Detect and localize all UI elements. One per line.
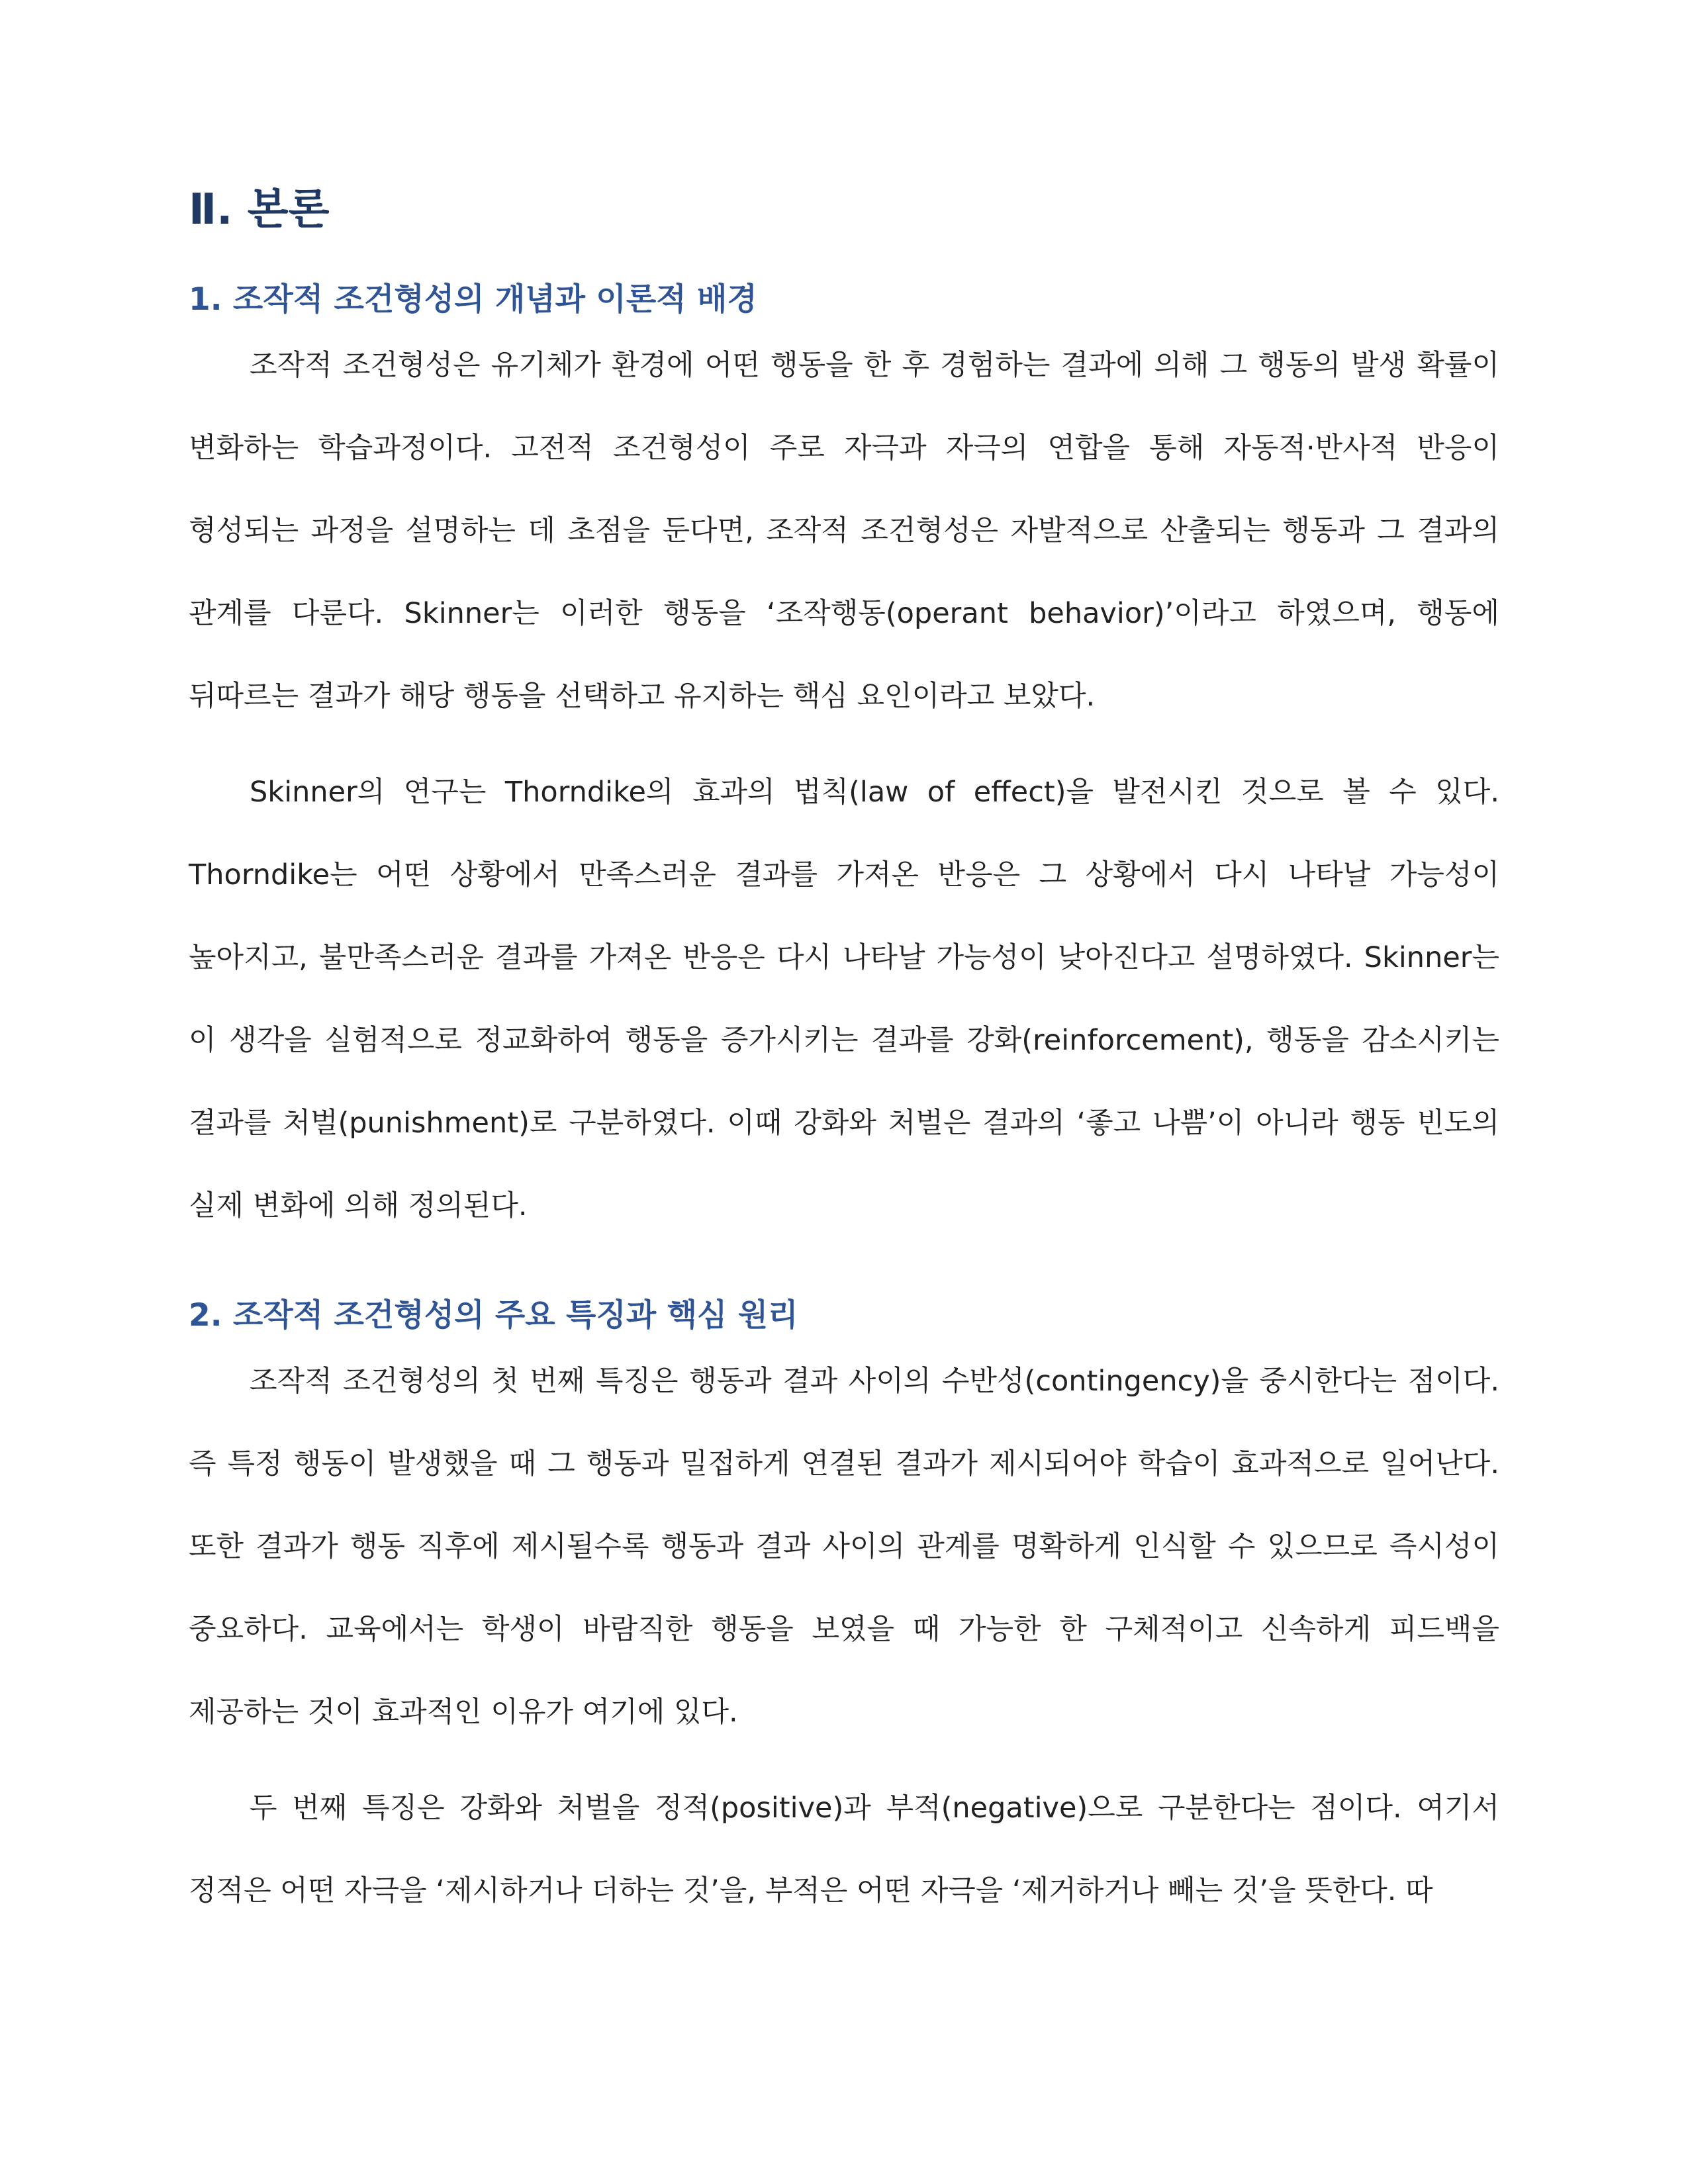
section-1-paragraph-2: Skinner의 연구는 Thorndike의 효과의 법칙(law of effect)을 발전시킨 것으로 볼 수 있다. Thorndike는 어떤 상황에서 만족스러운 결과를 가져온 반응은 그 상황에서 다시 나타날 가능성이 높아지고, 불만족스러운 결과를 가져온 반응은 다시 나타날 가능성이 낮아진다고 설명하였다. Skinner는 이 생각을 실험적으로 정교화하여 행동을 증가시키는 결과를 강화(reinforcement), 행동을 감소시키는 결과를 처벌(punishment)로 구분하였다. 이때 강화와 처벌은 결과의 ‘좋고 나쁨’이 아니라 행동 빈도의 실제 변화에 의해 정의된다. [189, 776, 1499, 1222]
page-content [189, 159, 1499, 1933]
section-1-paragraph-1: 조작적 조건형성은 유기체가 환경에 어떤 행동을 한 후 경험하는 결과에 의해 그 행동의 발생 확률이 변화하는 학습과정이다. 고전적 조건형성이 주로 자극과 자극의 연합을 통해 자동적·반사적 반응이 형성되는 과정을 설명하는 데 초점을 둔다면, 조작적 조건형성은 자발적으로 산출되는 행동과 그 결과의 관계를 다룬다. Skinner는 이러한 행동을 ‘조작행동(operant behavior)’이라고 하였으며, 행동에 뒤따르는 결과가 해당 행동을 선택하고 유지하는 핵심 요인이라고 보았다. [189, 349, 1499, 713]
section-1-title: 1. 조작적 조건형성의 개념과 이론적 배경 [189, 281, 757, 318]
chapter-title: Ⅱ. 본론 [189, 185, 330, 234]
section-2-paragraph-1: 조작적 조건형성의 첫 번째 특징은 행동과 결과 사이의 수반성(contingency)을 중시한다는 점이다. 즉 특정 행동이 발생했을 때 그 행동과 밀접하게 연결된 결과가 제시되어야 학습이 효과적으로 일어난다. 또한 결과가 행동 직후에 제시될수록 행동과 결과 사이의 관계를 명확하게 인식할 수 있으므로 즉시성이 중요하다. 교육에서는 학생이 바람직한 행동을 보였을 때 가능한 한 구체적이고 신속하게 피드백을 제공하는 것이 효과적인 이유가 여기에 있다. [189, 1365, 1499, 1729]
section-2-title: 2. 조작적 조건형성의 주요 특징과 핵심 원리 [189, 1297, 798, 1334]
section-2-paragraph-2: 두 번째 특징은 강화와 처벌을 정적(positive)과 부적(negative)으로 구분한다는 점이다. 여기서 정적은 어떤 자극을 ‘제시하거나 더하는 것’을, 부적은 어떤 자극을 ‘제거하거나 빼는 것’을 뜻한다. 따 [189, 1792, 1499, 1907]
